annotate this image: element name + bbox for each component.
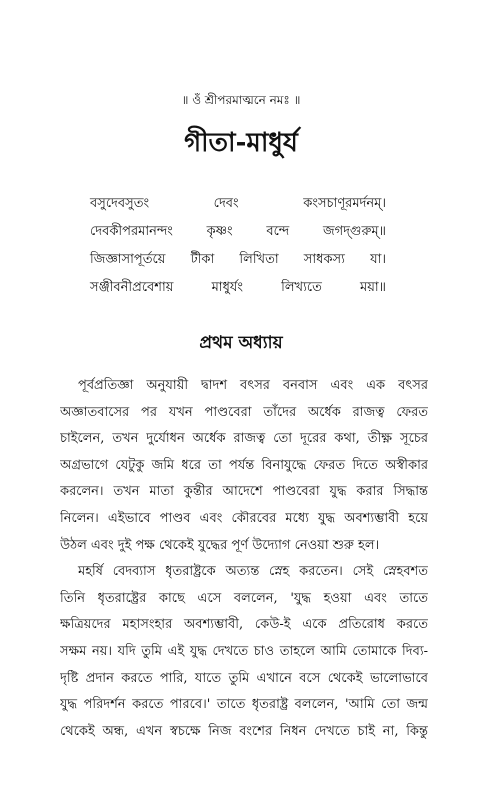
paragraph — [60, 373, 428, 559]
text-line: পূর্বপ্রতিজ্ঞা অনুযায়ী দ্বাদশ বৎসর বনবাস এবং এক বৎসর — [78, 378, 428, 393]
invocation-line: ॥ ওঁ শ্রীপরমাত্মনে নমঃ ॥ — [181, 93, 301, 107]
body-text — [60, 373, 428, 745]
verse-line: জিজ্ঞাসাপূর্তয়ে টীকা লিখিতা সাধকস্য যা। — [90, 252, 386, 267]
text-line: থেকেই অন্ধ, এখন স্বচক্ষে নিজ বংশের নিধন দেখতে চাই না, কিন্তু — [60, 723, 428, 739]
text-line: ক্ষত্রিয়দের মহাসংহার অবশ্যম্ভাবী, কেউ-ই একে প্রতিরোধ করতে — [60, 617, 428, 633]
verse-line: সঞ্জীবনীপ্রবেশায় মাধুর্যং লিখ্যতে ময়া॥ — [90, 280, 386, 295]
verse-line: দেবকীপরমানন্দং কৃষ্ণং বন্দে জগদ্গুরুম্॥ — [90, 224, 386, 239]
text-line: অজ্ঞাতবাসের পর যখন পাণ্ডবেরা তাঁদের অর্ধেক রাজত্ব ফেরত — [60, 404, 428, 420]
text-line: নিলেন। এইভাবে পাণ্ডব এবং কৌরবের মধ্যে যুদ্ধ অবশ্যম্ভাবী হয়ে — [60, 510, 428, 526]
page-title: গীতা-মাধুর্য — [184, 128, 298, 158]
text-line: তিনি ধৃতরাষ্ট্রের কাছে এসে বললেন, 'যুদ্ধ হওয়া এবং তাতে — [60, 590, 428, 606]
text-line: উঠল এবং দুই পক্ষ থেকেই যুদ্ধের পূর্ণ উদ্যোগ নেওয়া শুরু হল। — [60, 537, 380, 553]
text-line: চাইলেন, তখন দুর্যোধন অর্ধেক রাজত্ব তো দূরের কথা, তীক্ষ্ণ সূচের — [60, 431, 428, 447]
text-line: অগ্রভাগে যেটুকু জমি ধরে তা পর্যন্ত বিনাযুদ্ধে ফেরত দিতে অস্বীকার — [60, 457, 428, 473]
text-line: সক্ষম নয়। যদি তুমি এই যুদ্ধ দেখতে চাও তাহলে আমি তোমাকে দিব্য- — [60, 643, 428, 659]
text-line: দৃষ্টি প্রদান করতে পারি, যাতে তুমি এখানে বসে থেকেই ভালোভাবে — [60, 670, 428, 686]
verse-line: বসুদেবসুতং দেবং কংসচাণূরমর্দনম্। — [90, 196, 386, 211]
text-line: মহর্ষি বেদব্যাস ধৃতরাষ্ট্রকে অত্যন্ত স্নেহ করতেন। সেই স্নেহবশত — [78, 564, 428, 580]
text-line: যুদ্ধ পরিদর্শন করতে পারবে।' তাতে ধৃতরাষ্ট্র বললেন, 'আমি তো জন্ম — [60, 697, 428, 713]
chapter-heading: প্রথম অধ্যায় — [199, 333, 283, 353]
paragraph — [60, 559, 428, 745]
verse-block — [90, 190, 386, 302]
text-line: করলেন। তখন মাতা কুন্তীর আদেশে পাণ্ডবেরা যুদ্ধ করার সিদ্ধান্ত — [60, 484, 428, 500]
